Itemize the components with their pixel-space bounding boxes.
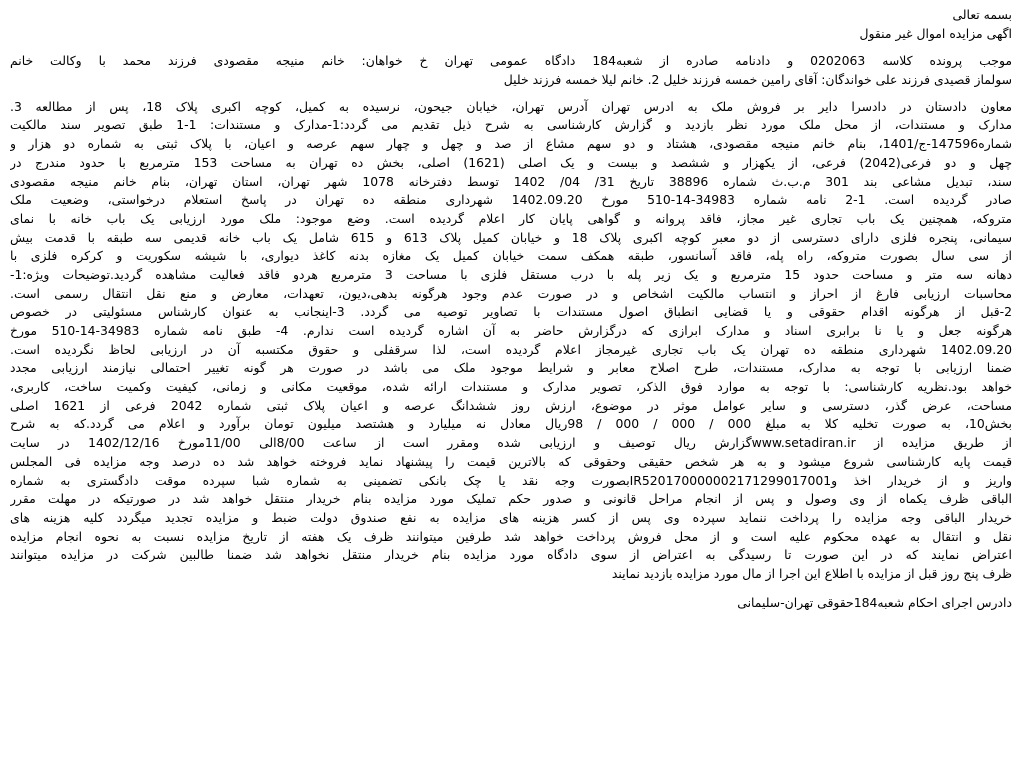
body-line: ظرف پنج روز قبل از مزایده با اطلاع این اجرا از مال مورد مزایده بازدید نمایند — [611, 565, 1012, 581]
intro-line: موجب پرونده کلاسه 0202063 و دادنامه صادره از شعبه184 دادگاه عمومی تهران خ خواهان: خانم منیجه مقصودی فرزند محمد با وکالت خانم — [10, 52, 1012, 68]
body-line: 2-قبل از هرگونه اقدام حقوقی و یا قضایی انطباق اصول مستندات با تصاویر توصیه می گردد. 3-اینجانب به عنوان کارشناس مسئولیتی در خصوص — [10, 304, 1012, 320]
body-line: خواهد بود.نظریه کارشناسی: با توجه به موارد فوق الذکر، تصویر مدارک و مستندات ارائه شده، موقعیت مکانی و زمانی، کیفیت وکمیت ساخت، کاربری، — [10, 379, 1012, 395]
body-line: الباقی ظرف یکماه از وی وصول و پس از انجام مراحل قانونی و صدور حکم تملیک مورد مزایده بنام خریدار منتقل خواهد شد در صورتیکه در مهلت مقرر — [10, 491, 1012, 507]
body-line: هرگونه جعل و یا نا برابری اسناد و مدارک ابرازی که درگزارش حاضر به آن اشاره گردیده است ندارم. 4- طبق نامه شماره 34983-14-510 مورخ — [10, 323, 1012, 338]
body-line: 1402.09.20 شهرداری منطقه ده تهران یک باب تجاری غیرمجاز اعلام گردیده است، لذا سرقفلی و حقوق مکتسبه آن در ارزیابی لحاظ نگردیده است. — [10, 341, 1012, 357]
body-line: چهل و دو فرعی(2042) فرعی، از یکهزار و ششصد و بیست و یک اصلی (1621) اصلی، بخش ده تهران به مساحت 153 مترمربع با حدود مندرج در — [10, 154, 1012, 170]
signature-line: دادرس اجرای احکام شعبه184حقوقی تهران-سلیمانی — [737, 594, 1012, 610]
case-intro — [10, 52, 1012, 89]
notice-title: اگهی مزایده اموال غیر منقول — [859, 25, 1012, 41]
intro-line: سولماز قصیدی فرزند علی خواندگان: آقای رامین خمسه فرزند خلیل 2. خانم لیلا خمسه فرزند خلیل — [503, 71, 1012, 87]
body-line: اعتراض نمایند که در این صورت تا رسیدگی به اعتراض از سوی دادگاه مورد مزایده بنام خریدار منتقل نخواهد شد ضمنا طالبین شرکت در مزایده میتوانند — [10, 547, 1012, 563]
body-line: محاسبات ارزیابی فارغ از احراز و انتساب مالکیت اشخاص و در صورت عدم وجود هرگونه بدهی،دیون، تعهدات، معارض و منع نقل انتقال رسمی است. — [10, 285, 1012, 301]
body-line: سند، تبدیل مشاعی بند 301 م.ب.ث شماره 38896 تاریخ 31/ 04/ 1402 توسط دفترخانه 1078 شهر تهران، استان تهران، بنام خانم منیجه مقصودی — [10, 173, 1012, 189]
body-line: صادر گردیده است. 1-2 نامه شماره 34983-14-510 مورخ 1402.09.20 شهرداری منطقه ده تهران در پاسخ استعلام درخواستی، وضعیت ملک — [10, 192, 1012, 208]
body-line: قیمت پایه کارشناسی شروع میشود و به هر شخص حقیقی وحقوقی که بالاترین قیمت را پیشنهاد نماید فروخته خواهد شد ده درصد وجه مزایده فی المجلس — [10, 453, 1012, 469]
body-line: متروکه، همچنین یک باب تجاری غیر مجاز، فاقد پروانه و گواهی پایان کار اعلام گردیده است. وضع موجود: ملک مورد ارزیابی یک باب خانه با نمای — [10, 210, 1012, 226]
body-line: دهانه سه متر و مساحت حدود 15 مترمربع و یک زیر پله با درب مستقل فلزی با مساحت 3 مترمربع هردو فاقد فعالیت مشاهده گردید.توضیحات ویژه:1- — [10, 266, 1012, 282]
body-line: واریز و از خریدار اخذ وIR520170000002171299017001بصورت وجه نقد یا چک بانکی تضمینی به شماره شبا سپرده موقت دادگستری به شماره — [10, 472, 1012, 488]
body-line: سیمانی، پنجره فلزی دارای دسترسی از دو معبر کوچه اکبری پلاک 18 و خیابان کمیل پلاک 613 و 615 شامل یک باب خانه قدیمی سه طبقه با قدمت بیش — [10, 229, 1012, 245]
body-line: مدارک و مستندات، از محل ملک مورد نظر بازدید و گزارش کارشناسی به شرح ذیل تقدیم می گردد:1-مدارک و مستندات: 1-1 طبق تصویر سند مالکیت — [10, 117, 1012, 133]
notice-body — [10, 98, 1012, 584]
body-line: بخش10، به صورت تخلیه کلا به مبلغ 000 / 000 / 000 / 98ریال معادل نه میلیارد و هشتصد میلیون تومان برآورد و اعلام می گردد.که به شرح — [10, 416, 1012, 432]
body-line: معاون دادستان در دادسرا دایر بر فروش ملک به ادرس تهران آدرس تهران، خیابان جیحون، نرسیده به کمیل، کوچه اکبری پلاک 18، پس از مطالعه 3. — [10, 98, 1012, 114]
body-line: مساحت، عرض گذر، دسترسی و سایر عوامل موثر در موضوع، ارزش روز ششدانگ عرصه و اعیان پلاک ثبتی شماره 2042 فرعی از 1621 اصلی — [10, 397, 1012, 413]
body-line: شماره147596-ج/1401، بنام خانم منیجه مقصودی، هشتاد و دو سهم مشاع از صد و چهل و چهار سهم عرصه و اعیان، با پلاک ثبتی به شماره دو هزار و — [10, 136, 1012, 152]
body-line: از طریق مزایده از www.setadiran.irگزارش ریال توصیف و ارزیابی شده ومقرر است از ساعت 8/00الی 11/00مورخ 1402/12/16 در سایت — [10, 435, 1012, 451]
body-line: ضمنا ارزیابی با توجه به مدارک، مستندات، طرح اصلاح معابر و شرایط موجود ملک می باشد در صورت هر گونه تغییر احتمالی نیازمند ارزیابی مجدد — [10, 360, 1012, 376]
body-line: خریدار الباقی وجه مزایده را پرداخت ننماید سپرده وی پس از کسر هزینه های مزایده به نفع صندوق دولت ضبط و مزایده تجدید میگردد کلیه هزینه های — [10, 509, 1012, 525]
bismillah-heading: بسمه تعالی — [952, 7, 1012, 22]
body-line: از سی سال بصورت متروکه، راه پله، فاقد آسانسور، طبقه همکف سمت خیابان کمیل یک مغازه بدنه کاغذ دیواری، با شیشه سکوریت و کرکره فلزی با — [10, 248, 1012, 264]
body-line: نقل و انتقال به عهده محکوم علیه است و از محل فروش پرداخت خواهد شد طرفین میتوانند ظرف یک هفته از تاریخ مزایده نسبت به نحوه انجام مزایده — [10, 528, 1012, 544]
